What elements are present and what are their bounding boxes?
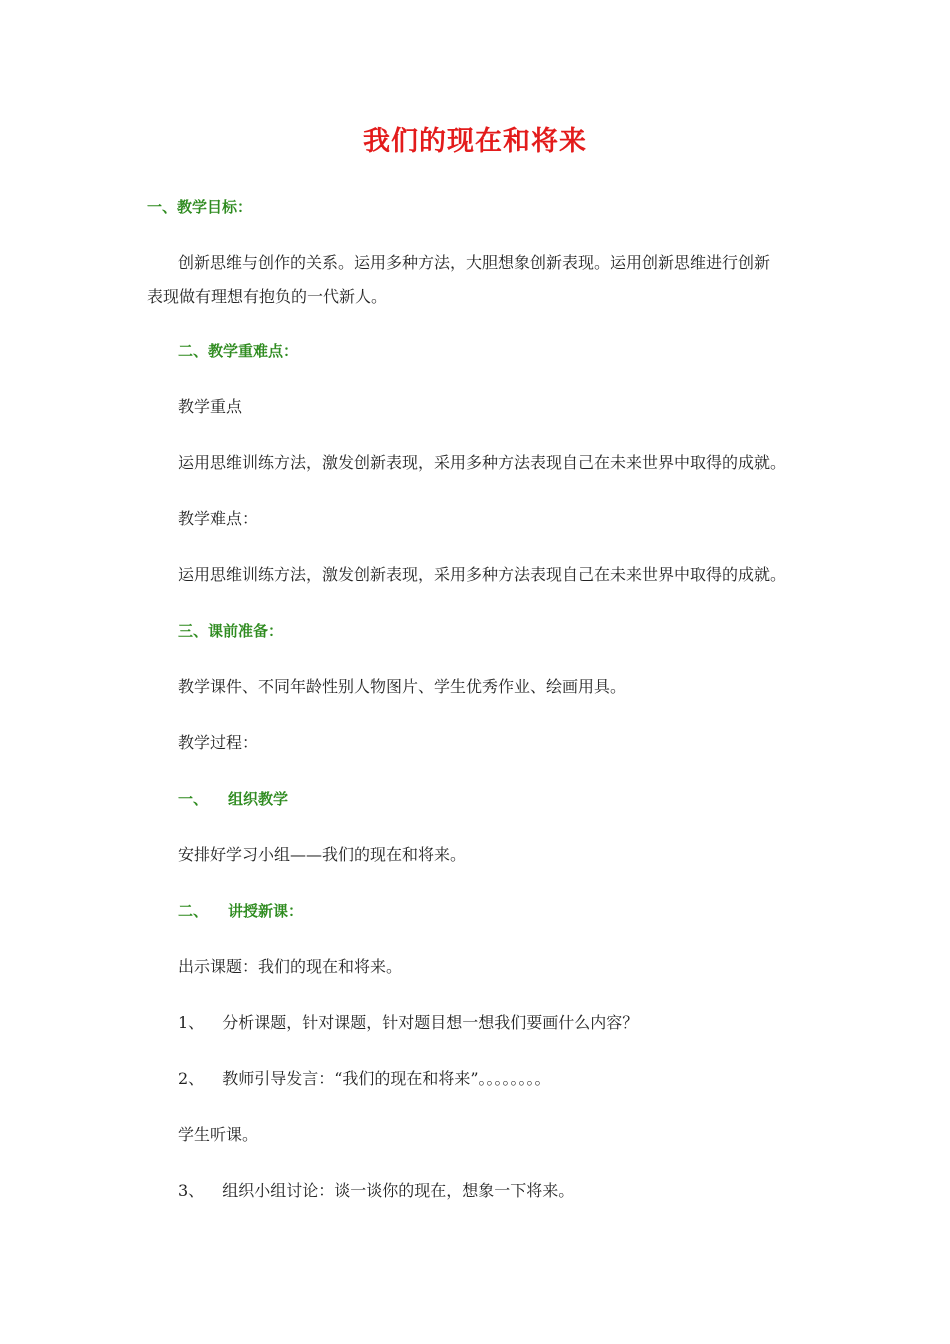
key-heading: 二、教学重难点： [178,342,299,360]
difficult-label: 教学难点： [178,509,259,528]
item3-row [178,1180,574,1202]
item2-number: 2、 [178,1069,205,1088]
item3-text: 组织小组讨论：谈一谈你的现在，想象一下将来。 [222,1181,575,1200]
item2-row [178,1068,551,1090]
difficult-text: 运用思维训练方法，激发创新表现，采用多种方法表现自己在未来世界中取得的成就。 [178,565,787,584]
step1-heading: 组织教学 [228,790,289,808]
prep-text: 教学课件、不同年龄性别人物图片、学生优秀作业、绘画用具。 [178,677,627,696]
step1-number: 一、 [178,790,209,808]
process-label: 教学过程： [178,733,259,752]
key-label: 教学重点 [178,397,243,416]
key-text: 运用思维训练方法，激发创新表现，采用多种方法表现自己在未来世界中取得的成就。 [178,453,787,472]
goal-text-line-2: 表现做有理想有抱负的一代新人。 [147,287,388,306]
document-title: 我们的现在和将来 [363,126,587,157]
prep-heading: 三、课前准备： [178,622,284,640]
step1-text: 安排好学习小组——我们的现在和将来。 [178,845,467,864]
item1-row [178,1012,638,1034]
item1-number: 1、 [178,1013,205,1032]
step1-heading-row [178,788,288,810]
goal-text-line-1: 创新思维与创作的关系。运用多种方法，大胆想象创新表现。运用创新思维进行创新 [178,253,771,272]
item1-text: 分析课题，针对课题，针对题目想一想我们要画什么内容？ [222,1013,639,1032]
step2-number: 二、 [178,902,209,920]
listen-text: 学生听课。 [178,1125,259,1144]
item3-number: 3、 [178,1181,205,1200]
step2-text: 出示课题：我们的现在和将来。 [178,957,403,976]
step2-heading-row [178,900,303,922]
item2-text: 教师引导发言：“我们的现在和将来”。。。。。。。。 [222,1069,551,1088]
step2-heading: 讲授新课： [228,902,304,920]
goal-heading: 一、教学目标： [147,198,253,216]
